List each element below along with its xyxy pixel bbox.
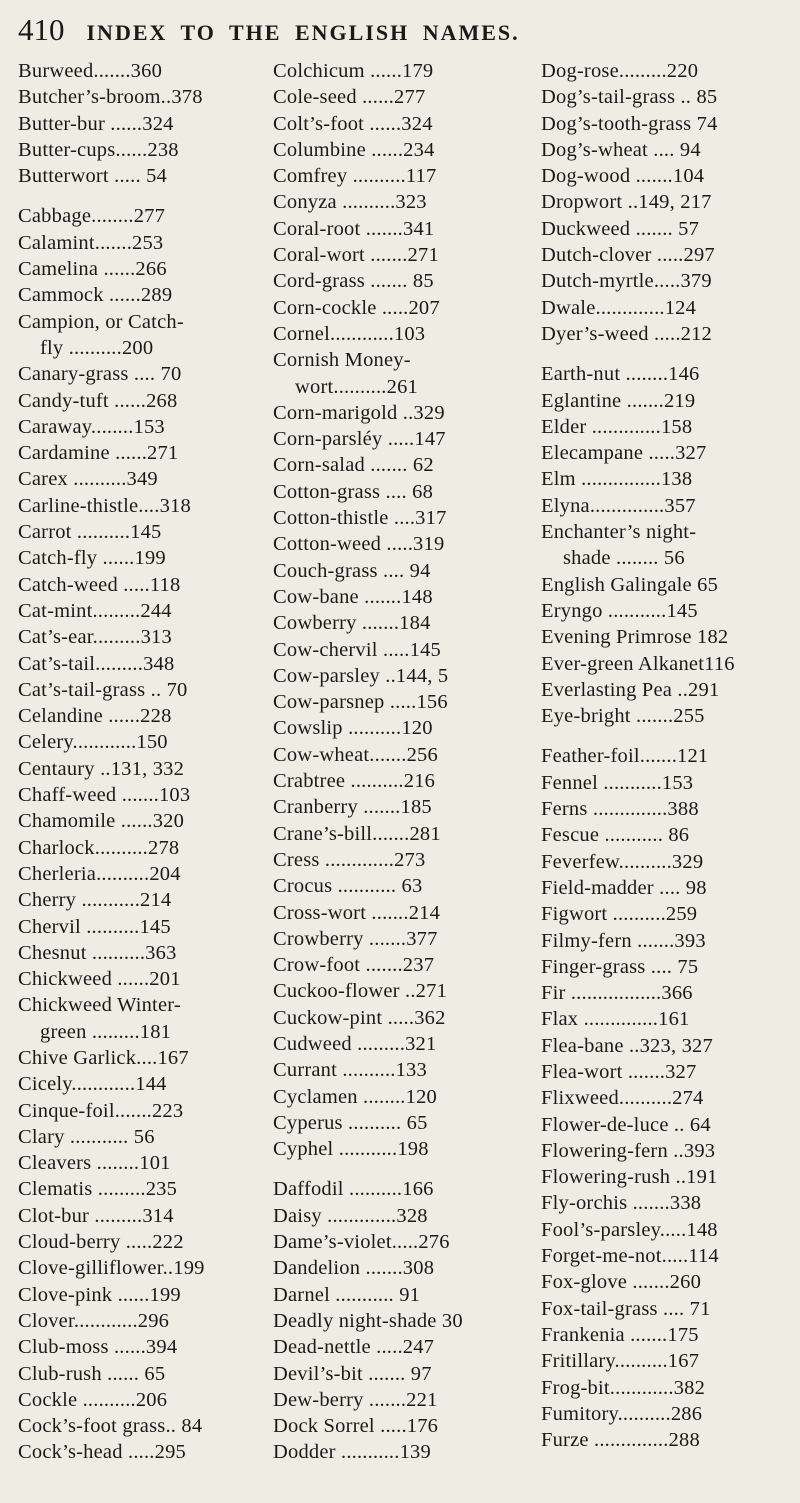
index-entry: Cotton-grass .... 68 [273,480,434,503]
index-entry: Dandelion .......308 [273,1257,435,1280]
index-entry: Burweed.......360 [18,60,163,82]
index-entry: Cabbage........277 [18,205,166,228]
index-entry: Devil’s-bit ....... 97 [273,1362,432,1385]
index-entry: Dropwort ..149, 217 [541,191,712,214]
index-entry: shade ........ 56 [563,547,685,570]
index-entry: Corn-parsléy .....147 [273,428,446,451]
index-column-2 [273,58,528,1466]
index-entry: Fly-orchis .......338 [541,1192,702,1215]
index-title: INDEX TO THE ENGLISH NAMES. [86,20,520,45]
index-entry: Centaury ..131, 332 [18,757,185,780]
index-entry: Ever-green Alkanet116 [541,652,735,675]
index-entry: Club-rush ...... 65 [18,1362,166,1385]
index-entry: Cherry ...........214 [18,889,172,912]
index-entry: Columbine ......234 [273,138,435,161]
index-entry: Cow-parsnep .....156 [273,691,448,714]
index-entry: Cleavers ........101 [18,1152,171,1175]
index-entry: Cloud-berry .....222 [18,1231,184,1254]
index-entry: Crocus ........... 63 [273,875,423,898]
index-entry: Carrot ..........145 [18,521,162,544]
index-entry: Corn-marigold ..329 [273,401,445,424]
index-entry: Everlasting Pea ..291 [541,678,720,701]
index-entry: Dog-wood .......104 [541,165,705,188]
index-entry: Finger-grass .... 75 [541,955,699,978]
index-entry: Conyza ..........323 [273,191,427,214]
index-entry: Crabtree ..........216 [273,770,436,793]
index-entry: Eye-bright .......255 [541,705,705,728]
index-entry: Dame’s-violet.....276 [273,1231,450,1254]
index-entry: Cornish Money- [273,349,411,372]
index-entry: Dutch-myrtle.....379 [541,270,712,293]
index-entry: Elm ...............138 [541,468,693,491]
index-entry: Chervil ..........145 [18,915,171,938]
index-entry: Colt’s-foot ......324 [273,112,433,135]
index-entry: fly ..........200 [40,336,154,359]
index-entry: Candy-tuft ......268 [18,389,178,412]
index-entry: Club-moss ......394 [18,1336,178,1359]
index-entry: Elder .............158 [541,415,693,438]
index-entry: Charlock..........278 [18,836,180,859]
index-entry: Cowslip ..........120 [273,717,433,740]
index-entry: Dock Sorrel .....176 [273,1415,439,1438]
index-entry: Cow-wheat.......256 [273,743,438,766]
index-entry: Crow-foot .......237 [273,954,435,977]
index-entry: Catch-fly ......199 [18,547,166,570]
index-entry: Flower-de-luce .. 64 [541,1113,711,1136]
index-entry: Chesnut ..........363 [18,941,177,964]
index-entry: Flowering-rush ..191 [541,1166,718,1189]
index-entry: Chaff-weed .......103 [18,784,191,807]
index-entry: Catch-weed .....118 [18,573,181,596]
index-entry: Clematis .........235 [18,1178,178,1201]
index-entry: Canary-grass .... 70 [18,363,182,386]
index-entry: Figwort ..........259 [541,903,698,926]
index-entry: Butter-cups......238 [18,138,179,161]
index-entry: Flea-wort .......327 [541,1060,697,1083]
index-entry: Fox-glove .......260 [541,1271,702,1294]
index-entry: Campion, or Catch- [18,310,184,333]
index-entry: Feather-foil.......121 [541,745,709,768]
index-entry: Flixweed..........274 [541,1087,704,1110]
index-entry: Calamint.......253 [18,231,164,254]
index-entry: Fennel ...........153 [541,771,694,794]
index-entry: Cat’s-ear.........313 [18,626,172,649]
index-entry: Cat’s-tail-grass .. 70 [18,678,188,701]
index-column-3 [541,58,796,1453]
index-entry: Dog-rose.........220 [541,60,699,82]
index-entry: Dyer’s-weed .....212 [541,322,712,345]
index-entry: Fool’s-parsley.....148 [541,1218,718,1241]
index-entry: Frankenia .......175 [541,1323,699,1346]
index-entry: Cat-mint.........244 [18,599,172,622]
index-entry: Clove-pink ......199 [18,1283,181,1306]
index-entry: Butter-bur ......324 [18,112,174,135]
index-entry: green .........181 [40,1020,172,1043]
index-entry: Cress .............273 [273,848,426,871]
index-entry: Fritillary..........167 [541,1350,700,1373]
index-entry: Chive Garlick....167 [18,1046,189,1069]
index-entry: Cross-wort .......214 [273,901,441,924]
index-entry: Fumitory..........286 [541,1402,703,1425]
index-entry: Butcher’s-broom..378 [18,86,203,109]
index-entry: Coral-wort .......271 [273,244,439,267]
index-entry: Celery............150 [18,731,168,754]
index-entry: Cinque-foil.......223 [18,1099,184,1122]
index-entry: Cuckow-pint .....362 [273,1006,446,1029]
index-entry: Fescue ........... 86 [541,824,690,847]
index-entry: Cotton-weed .....319 [273,533,445,556]
index-entry: Fir .................366 [541,982,693,1005]
index-entry: Chickweed ......201 [18,968,181,991]
index-entry: Corn-salad ....... 62 [273,454,434,477]
index-entry: Cyphel ...........198 [273,1138,429,1161]
index-entry: Clove-gilliflower..199 [18,1257,205,1280]
index-entry: Crane’s-bill.......281 [273,822,441,845]
index-entry: wort..........261 [295,375,418,398]
index-entry: Cow-bane .......148 [273,585,433,608]
index-entry: Field-madder .... 98 [541,876,707,899]
index-entry: Currant ..........133 [273,1059,427,1082]
index-entry: Deadly night-shade 30 [273,1309,463,1332]
index-entry: Flea-bane ..323, 327 [541,1034,713,1057]
index-entry: Cockle ..........206 [18,1388,168,1411]
index-entry: Earth-nut ........146 [541,363,700,386]
index-entry: Colchicum ......179 [273,60,434,82]
index-entry: Clary ........... 56 [18,1125,155,1148]
index-entry: Daffodil ..........166 [273,1178,434,1201]
index-entry: Flax ..............161 [541,1008,690,1031]
index-entry: Couch-grass .... 94 [273,559,431,582]
page-number: 410 [18,12,65,47]
index-columns [18,58,794,1464]
index-entry: Cicely............144 [18,1073,167,1096]
index-entry: Cherleria..........204 [18,862,181,885]
index-entry: Daisy .............328 [273,1204,428,1227]
index-entry: Dodder ...........139 [273,1441,431,1464]
index-entry: Clot-bur .........314 [18,1204,174,1227]
index-entry: Carline-thistle....318 [18,494,191,517]
index-entry: Cow-parsley ..144, 5 [273,664,449,687]
index-entry: Camelina ......266 [18,258,167,281]
index-entry: Enchanter’s night- [541,521,697,544]
index-entry: Duckweed ....... 57 [541,217,700,240]
index-entry: Fox-tail-grass .... 71 [541,1297,711,1320]
index-entry: Cole-seed ......277 [273,86,426,109]
index-entry: Cyperus .......... 65 [273,1111,428,1134]
index-entry: Forget-me-not.....114 [541,1245,719,1268]
index-entry: Cat’s-tail.........348 [18,652,175,675]
index-column-1 [18,58,258,1466]
index-entry: Chickweed Winter- [18,994,181,1017]
index-entry: Celandine ......228 [18,705,172,728]
index-entry: Cord-grass ....... 85 [273,270,434,293]
index-entry: Darnel ........... 91 [273,1283,421,1306]
index-entry: Cock’s-foot grass.. 84 [18,1415,203,1438]
index-entry: Carex ..........349 [18,468,158,491]
index-entry: Cock’s-head .....295 [18,1441,186,1464]
index-entry: Elecampane .....327 [541,442,707,465]
index-entry: Cotton-thistle ....317 [273,507,447,530]
index-entry: Dog’s-wheat .... 94 [541,138,701,161]
index-entry: Cow-chervil .....145 [273,638,441,661]
index-entry: Dutch-clover .....297 [541,244,715,267]
index-entry: Evening Primrose 182 [541,626,729,649]
index-entry: Elyna..............357 [541,494,696,517]
index-entry: Coral-root .......341 [273,217,435,240]
index-entry: Eglantine .......219 [541,389,696,412]
index-entry: Cowberry .......184 [273,612,431,635]
index-entry: Dew-berry .......221 [273,1388,438,1411]
index-entry: Crowberry .......377 [273,927,438,950]
index-entry: Cyclamen ........120 [273,1085,437,1108]
index-entry: Cornel............103 [273,322,426,345]
index-entry: Furze ..............288 [541,1429,700,1452]
index-entry: Dog’s-tooth-grass 74 [541,112,718,135]
index-entry: Feverfew..........329 [541,850,704,873]
index-entry: Cranberry .......185 [273,796,432,819]
index-entry: Caraway........153 [18,415,165,438]
index-entry: English Galingale 65 [541,573,719,596]
index-entry: Corn-cockle .....207 [273,296,440,319]
index-entry: Butterwort ..... 54 [18,165,167,188]
index-entry: Dwale.............124 [541,296,697,319]
index-entry: Dog’s-tail-grass .. 85 [541,86,718,109]
index-entry: Eryngo ...........145 [541,599,698,622]
index-entry: Dead-nettle .....247 [273,1336,435,1359]
index-entry: Cudweed .........321 [273,1032,437,1055]
index-entry: Ferns ..............388 [541,798,699,821]
index-entry: Clover............296 [18,1309,170,1332]
index-entry: Cammock ......289 [18,284,173,307]
index-entry: Comfrey ..........117 [273,165,437,188]
index-entry: Flowering-fern ..393 [541,1139,716,1162]
index-entry: Cuckoo-flower ..271 [273,980,448,1003]
index-entry: Filmy-fern .......393 [541,929,706,952]
index-entry: Cardamine ......271 [18,442,179,465]
page-header [18,12,788,52]
index-entry: Chamomile ......320 [18,810,185,833]
index-entry: Frog-bit............382 [541,1376,706,1399]
